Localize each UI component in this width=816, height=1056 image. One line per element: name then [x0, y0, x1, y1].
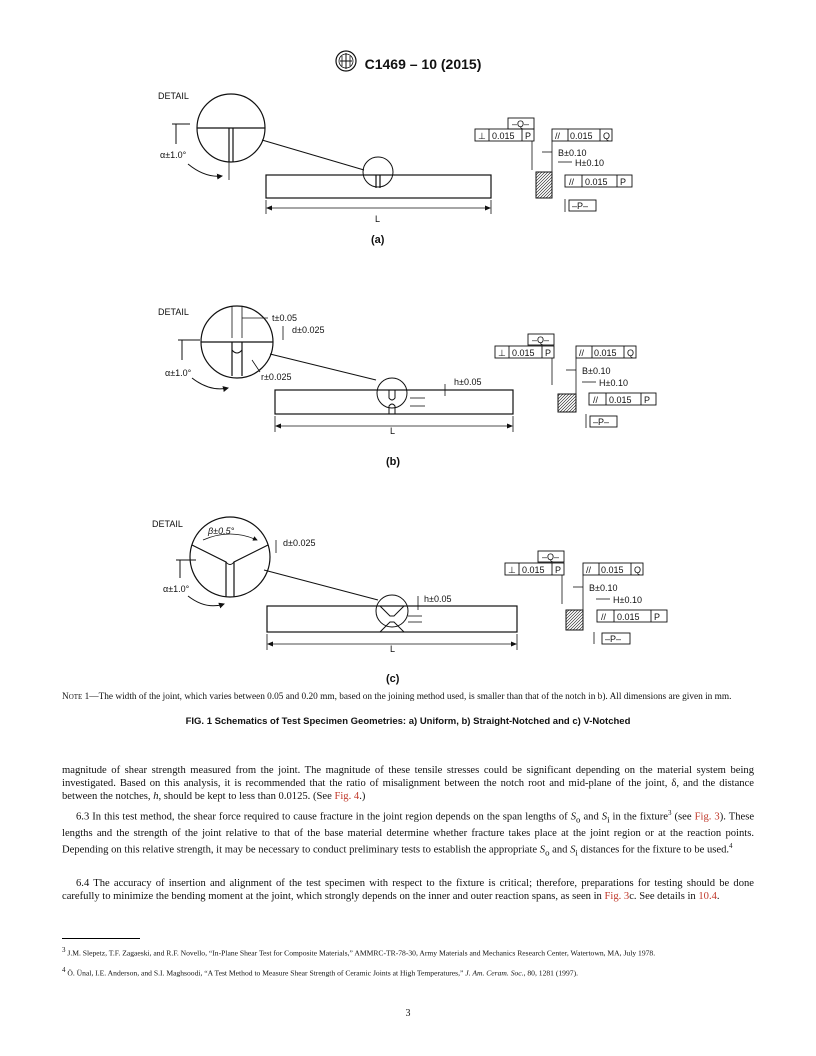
subfigure-a-label: (a) [371, 234, 385, 246]
svg-text:–P–: –P– [605, 634, 622, 644]
svg-text:H±0.10: H±0.10 [599, 378, 628, 388]
svg-text:L: L [375, 214, 381, 224]
svg-text:P: P [654, 612, 661, 622]
svg-text:0.015: 0.015 [601, 565, 624, 575]
footnote-ref-3[interactable]: 3 [668, 809, 672, 817]
svg-text:B±0.10: B±0.10 [589, 583, 618, 593]
svg-text:d±0.025: d±0.025 [283, 538, 316, 548]
svg-text:h±0.05: h±0.05 [454, 377, 482, 387]
paragraph-6-3: 6.3 In this test method, the shear force required to cause fracture in the joint region depends on the span lengths of $S_o$ and $S_i$ in the fixture$^3$ (see Fig. 3). These lengths and the strength of the joint relative to that of the base material determine whether fracture takes place at the joint region or at the reaction points. Depending on this relative strength, it may be necessary to conduct preliminary tests to establish the appropriate $S_o$ and $S_i$ distances for the fixture to be used.$^4$ [62, 809, 755, 858]
fig-4-link[interactable]: Fig. 4 [334, 791, 360, 802]
svg-text:–Q–: –Q– [532, 335, 550, 345]
svg-text:Q: Q [627, 348, 635, 358]
svg-text:L: L [390, 426, 396, 436]
svg-text:–Q–: –Q– [542, 552, 560, 562]
note-label: Note 1 [62, 692, 90, 702]
svg-text:DETAIL: DETAIL [152, 519, 183, 529]
svg-text:⊥: ⊥ [498, 348, 506, 358]
svg-text:DETAIL: DETAIL [158, 307, 189, 317]
figure-note [62, 692, 754, 703]
section-10-4-link[interactable]: 10.4 [698, 891, 717, 902]
svg-text:–Q–: –Q– [512, 119, 530, 129]
figure-caption: FIG. 1 Schematics of Test Specimen Geometries: a) Uniform, b) Straight-Notched and c) V-Notched [185, 716, 631, 727]
svg-text:P: P [545, 348, 552, 358]
panel-b-straight-notched [158, 306, 656, 468]
alpha-label-a: α±1.0° [160, 150, 187, 160]
detail-label-a: DETAIL [158, 91, 189, 101]
svg-text:h±0.05: h±0.05 [424, 594, 452, 604]
fig-3-link[interactable]: Fig. 3 [694, 811, 720, 823]
footnote-divider [62, 938, 140, 939]
svg-text:β±0.5°: β±0.5° [208, 526, 235, 536]
svg-text:–P–: –P– [593, 417, 610, 427]
paragraph-continued: magnitude of shear strength measured from the joint. The magnitude of these tensile stresses could be significant depending on the material system being investigated. Based on this analysis, it is recommended that the ratio of misalignment between the notch root and mid-plane of the joint, δ, and the distance between the notches, h, should be kept to less than 0.0125. (See Fig. 4.) [62, 765, 754, 802]
svg-text:0.015: 0.015 [585, 177, 608, 187]
svg-text:Q: Q [634, 565, 642, 575]
svg-text:0.015: 0.015 [492, 131, 515, 141]
standard-designation: C1469 – 10 (2015) [364, 55, 482, 72]
subfigure-b-label: (b) [386, 456, 401, 468]
svg-text:t±0.05: t±0.05 [272, 313, 297, 323]
paragraph-6-4: 6.4 The accuracy of insertion and alignment of the test specimen with respect to the fixture is critical; therefore, preparations for testing should be done carefully to minimize the bending moment at the joint, which strongly depends on the inner and outer reaction spans, as seen in Fig. 3c. See details in 10.4. [62, 878, 754, 902]
svg-text:P: P [644, 395, 651, 405]
svg-text:–P–: –P– [572, 201, 589, 211]
svg-text:H±0.10: H±0.10 [613, 595, 642, 605]
svg-text:0.015: 0.015 [617, 612, 640, 622]
svg-text://: // [555, 131, 561, 141]
svg-text:P: P [555, 565, 562, 575]
svg-text:⊥: ⊥ [508, 565, 516, 575]
svg-text:α±1.0°: α±1.0° [163, 584, 190, 594]
footnote-ref-4[interactable]: 4 [729, 841, 733, 850]
svg-text:L: L [390, 644, 396, 654]
svg-text:P: P [525, 131, 532, 141]
page-number: 3 [405, 1008, 411, 1019]
note-text: —The width of the joint, which varies between 0.05 and 0.20 mm, based on the joining method used, is smaller than that of the notch in b). All dimensions are given in mm. [89, 692, 732, 702]
specimen-bar-c [267, 606, 517, 632]
svg-text:d±0.025: d±0.025 [292, 325, 325, 335]
svg-text://: // [601, 612, 607, 622]
svg-text:0.015: 0.015 [570, 131, 593, 141]
svg-text://: // [569, 177, 575, 187]
subfigure-c-label: (c) [386, 673, 400, 685]
svg-text:B±0.10: B±0.10 [582, 366, 611, 376]
svg-text:α±1.0°: α±1.0° [165, 368, 192, 378]
cross-section-b [558, 394, 576, 412]
cross-section-c [566, 610, 583, 630]
svg-text://: // [586, 565, 592, 575]
svg-text:0.015: 0.015 [512, 348, 535, 358]
svg-text:0.015: 0.015 [594, 348, 617, 358]
fig-3c-link[interactable]: Fig. 3 [604, 891, 630, 902]
specimen-bar-b [275, 390, 513, 414]
svg-text:⊥: ⊥ [478, 131, 486, 141]
panel-c-v-notched [152, 517, 667, 685]
footnote-4: $^4$ Ö. Ünal, I.E. Anderson, and S.I. Maghsoodi, “A Test Method to Measure Shear Strength of Ceramic Joints at High Temperatures,” J. Am. Ceram. Soc., 80, 1281 (1997). [62, 966, 578, 978]
svg-text:r±0.025: r±0.025 [261, 372, 292, 382]
svg-text:P: P [620, 177, 627, 187]
svg-text://: // [593, 395, 599, 405]
svg-text:Q: Q [603, 131, 611, 141]
svg-text:H±0.10: H±0.10 [575, 158, 604, 168]
cross-section-a [536, 172, 552, 198]
svg-text://: // [579, 348, 585, 358]
svg-text:B±0.10: B±0.10 [558, 148, 587, 158]
footnote-3: $^3$ J.M. Slepetz, T.F. Zagaeski, and R.F. Novello, “In-Plane Shear Test for Composite Materials,” AMMRC-TR-78-30, Army Materials and Mechanics Research Center, Watertown, MA, July 1978. [62, 946, 656, 958]
svg-text:0.015: 0.015 [522, 565, 545, 575]
panel-a-uniform [158, 91, 632, 246]
svg-text:0.015: 0.015 [609, 395, 632, 405]
